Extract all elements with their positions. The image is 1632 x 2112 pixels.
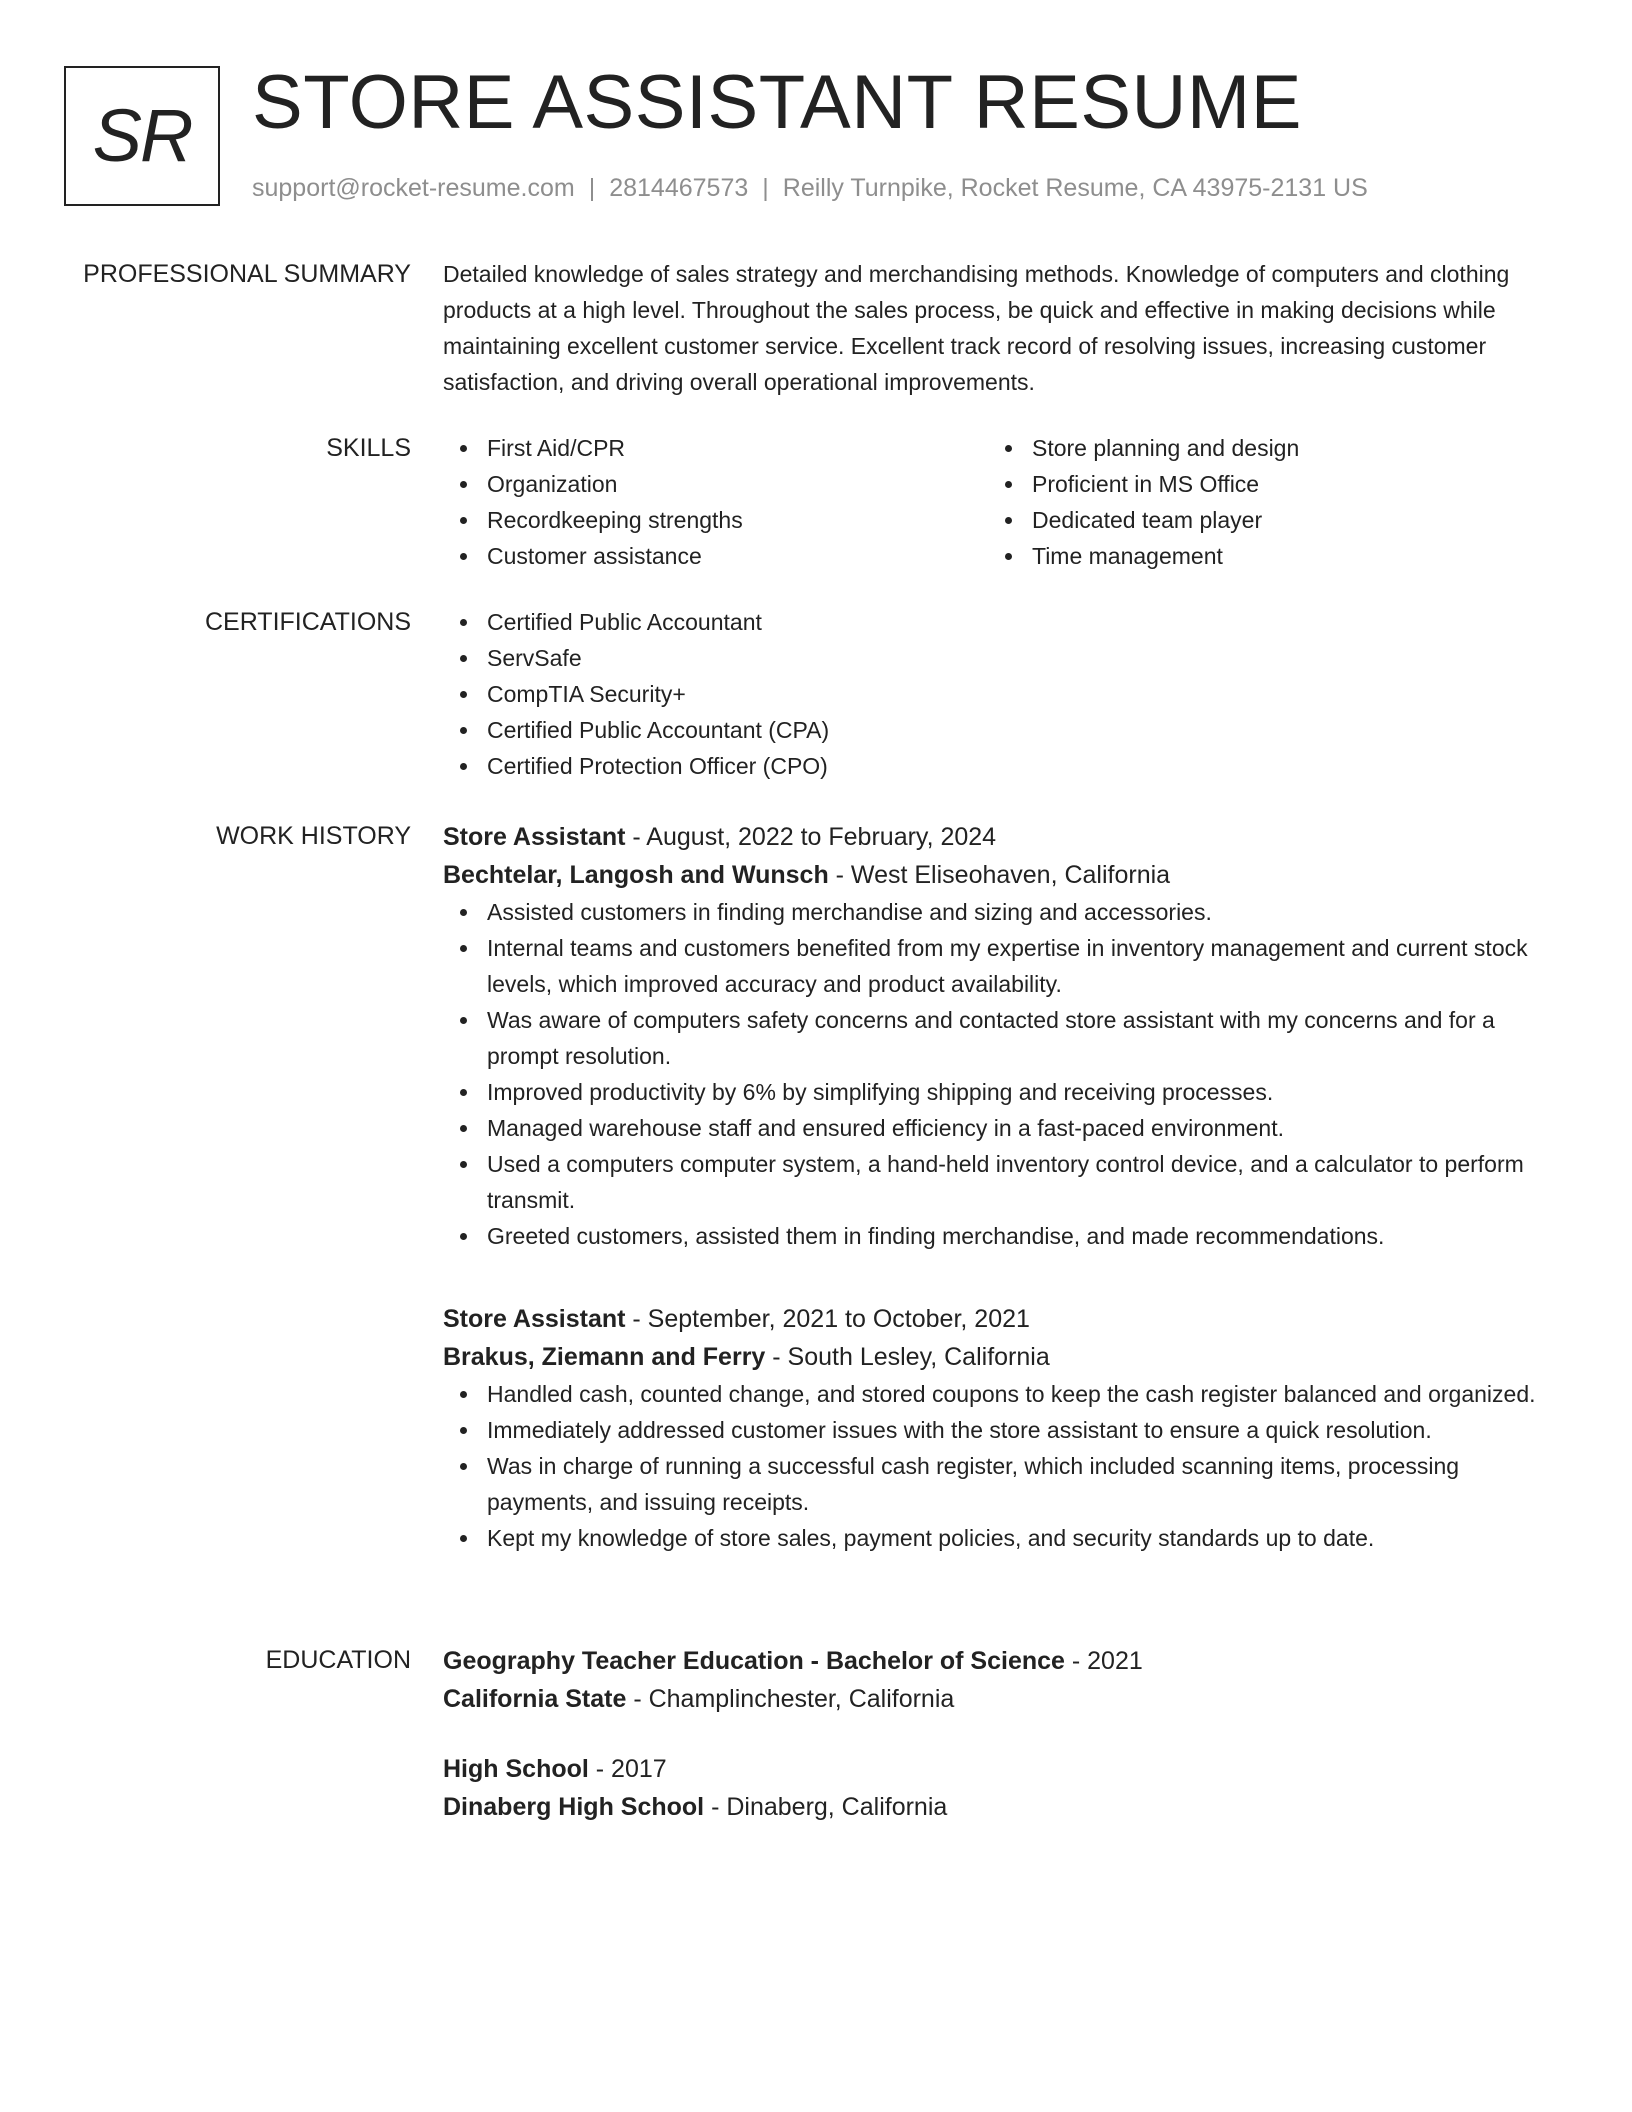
job-company-line xyxy=(443,1338,1551,1376)
contact-address: Reilly Turnpike, Rocket Resume, CA 43975-2131 US xyxy=(782,174,1368,202)
education-school-line xyxy=(443,1788,1551,1826)
contact-separator: | xyxy=(762,174,769,202)
job-company: Brakus, Ziemann and Ferry xyxy=(443,1343,766,1371)
skill-item: Time management xyxy=(988,538,1533,574)
monogram-badge xyxy=(64,66,220,206)
job-dates: - August, 2022 to February, 2024 xyxy=(625,823,997,851)
job-duties-list xyxy=(443,894,1551,1254)
job-duty-item: Was aware of computers safety concerns and contacted store assistant with my concerns and for a prompt resolution. xyxy=(443,1002,1551,1074)
job-duty-item: Kept my knowledge of store sales, payment policies, and security standards up to date. xyxy=(443,1520,1551,1556)
education-location: - Champlinchester, California xyxy=(626,1685,955,1713)
contact-line xyxy=(252,172,1368,204)
contact-email[interactable]: support@rocket-resume.com xyxy=(252,174,575,202)
skill-item: Recordkeeping strengths xyxy=(443,502,988,538)
education-heading: EDUCATION xyxy=(265,1646,411,1674)
job-duty-item: Used a computers computer system, a hand-held inventory control device, and a calculator to perform transmit. xyxy=(443,1146,1551,1218)
job-duty-item: Assisted customers in finding merchandise and sizing and accessories. xyxy=(443,894,1551,930)
job-dates: - September, 2021 to October, 2021 xyxy=(625,1305,1030,1333)
skills-list-right xyxy=(988,430,1533,574)
contact-phone[interactable]: 2814467573 xyxy=(609,174,749,202)
job-title-line xyxy=(443,818,1551,856)
monogram-initials: SR xyxy=(92,94,192,177)
certification-item: Certified Protection Officer (CPO) xyxy=(443,748,1551,784)
job-duty-item: Improved productivity by 6% by simplifying shipping and receiving processes. xyxy=(443,1074,1551,1110)
skill-item: Proficient in MS Office xyxy=(988,466,1533,502)
work-history-heading: WORK HISTORY xyxy=(216,822,411,850)
education-entry xyxy=(443,1642,1551,1718)
education-school-line xyxy=(443,1680,1551,1718)
job-company-line xyxy=(443,856,1551,894)
certification-item: ServSafe xyxy=(443,640,1551,676)
certifications-list xyxy=(443,604,1551,784)
skill-item: First Aid/CPR xyxy=(443,430,988,466)
certification-item: Certified Public Accountant (CPA) xyxy=(443,712,1551,748)
contact-separator: | xyxy=(588,174,596,202)
job-entry xyxy=(443,818,1551,1254)
education-year: - 2021 xyxy=(1064,1647,1143,1675)
certifications-heading: CERTIFICATIONS xyxy=(204,608,411,636)
education-degree-line xyxy=(443,1642,1551,1680)
job-duties-list xyxy=(443,1376,1551,1556)
resume-title: STORE ASSISTANT RESUME xyxy=(252,60,1302,145)
summary-text: Detailed knowledge of sales strategy and merchandising methods. Knowledge of computers and clothing products at a high level. Throughout the sales process, be quick and effective in making decisions while maintaining excellent customer service. Excellent track record of resolving issues, increasing customer satisfaction, and driving overall operational improvements. xyxy=(443,261,1510,395)
education-school: Dinaberg High School xyxy=(443,1793,705,1821)
job-location: - West Eliseohaven, California xyxy=(828,861,1171,889)
job-duty-item: Internal teams and customers benefited from my expertise in inventory management and current stock levels, which improved accuracy and product availability. xyxy=(443,930,1551,1002)
job-duty-item: Handled cash, counted change, and stored coupons to keep the cash register balanced and organized. xyxy=(443,1376,1551,1412)
education-entry xyxy=(443,1750,1551,1826)
education-location: - Dinaberg, California xyxy=(704,1793,948,1821)
job-title: Store Assistant xyxy=(443,1305,626,1333)
certification-item: CompTIA Security+ xyxy=(443,676,1551,712)
job-entry xyxy=(443,1300,1551,1556)
education-degree: High School xyxy=(443,1755,589,1783)
job-duty-item: Was in charge of running a successful cash register, which included scanning items, processing payments, and issuing receipts. xyxy=(443,1448,1551,1520)
skill-item: Customer assistance xyxy=(443,538,988,574)
job-title-line xyxy=(443,1300,1551,1338)
job-title: Store Assistant xyxy=(443,823,626,851)
education-degree: Geography Teacher Education - Bachelor of Science xyxy=(443,1647,1065,1675)
education-year: - 2017 xyxy=(588,1755,667,1783)
job-location: - South Lesley, California xyxy=(765,1343,1050,1371)
job-duty-item: Managed warehouse staff and ensured efficiency in a fast-paced environment. xyxy=(443,1110,1551,1146)
job-company: Bechtelar, Langosh and Wunsch xyxy=(443,861,829,889)
education-school: California State xyxy=(443,1685,627,1713)
summary-heading: PROFESSIONAL SUMMARY xyxy=(83,260,411,288)
job-duty-item: Immediately addressed customer issues with the store assistant to ensure a quick resolution. xyxy=(443,1412,1551,1448)
skill-item: Store planning and design xyxy=(988,430,1533,466)
skills-list-left xyxy=(443,430,988,574)
education-degree-line xyxy=(443,1750,1551,1788)
skill-item: Organization xyxy=(443,466,988,502)
job-duty-item: Greeted customers, assisted them in finding merchandise, and made recommendations. xyxy=(443,1218,1551,1254)
skills-heading: SKILLS xyxy=(326,434,411,462)
certification-item: Certified Public Accountant xyxy=(443,604,1551,640)
skill-item: Dedicated team player xyxy=(988,502,1533,538)
